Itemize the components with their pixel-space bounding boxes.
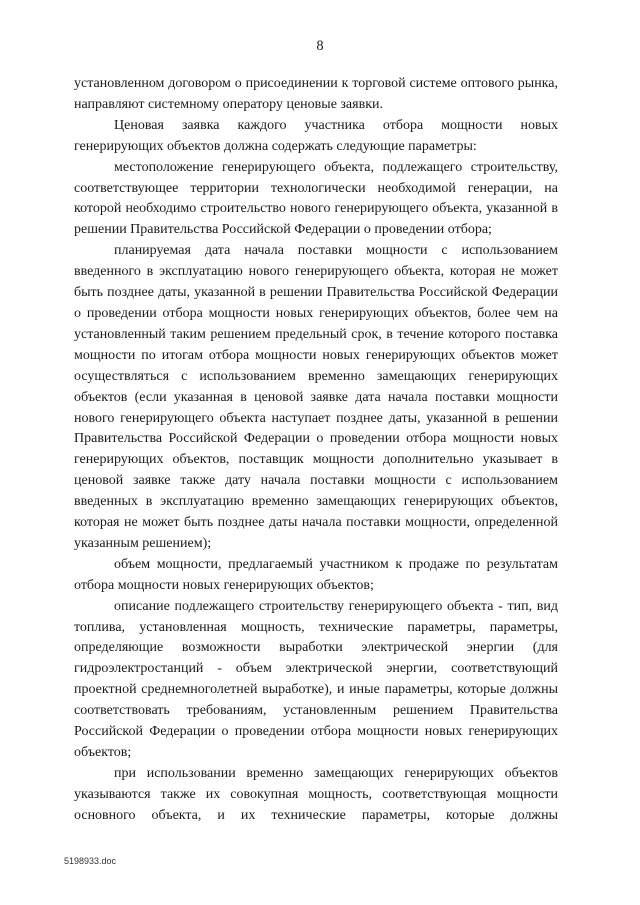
footer-file-name: 5198933.doc <box>64 856 117 866</box>
page-number: 8 <box>316 38 324 54</box>
document-body <box>74 74 558 827</box>
paragraph-object-description: описание подлежащего строительству генерирующего объекта - тип, вид топлива, установленная мощность, технические параметры, параметры, определяющие возможности выработки электрической энергии (для гидроэлектростанций - объем электрической энергии, соответствующий проектной среднемноголетней выработке), и иные параметры, которые должны соответствовать требованиям, установленным решением Правительства Российской Федерации о проведении отбора мощности новых генерирующих объектов; <box>74 598 558 760</box>
paragraph-bid-requirements: Ценовая заявка каждого участника отбора мощности новых генерирующих объектов должна содержать следующие параметры: <box>74 117 558 154</box>
paragraph-temporary-objects: при использовании временно замещающих генерирующих объектов указываются также их совокупная мощность, соответствующая мощности основного объекта, и их технические параметры, которые должны <box>74 765 558 823</box>
paragraph-location: местоположение генерирующего объекта, подлежащего строительству, соответствующее территории технологически необходимой генерации, на которой необходимо строительство нового генерирующего объекта, указанной в решении Правительства Российской Федерации о проведении отбора; <box>74 159 558 238</box>
paragraph-capacity-volume: объем мощности, предлагаемый участником к продаже по результатам отбора мощности новых генерирующих объектов; <box>74 556 558 593</box>
paragraph-continuation: установленном договором о присоединении к торговой системе оптового рынка, направляют системному оператору ценовые заявки. <box>74 76 558 112</box>
paragraph-planned-date: планируемая дата начала поставки мощности с использованием введенного в эксплуатацию нового генерирующего объекта, которая не может быть позднее даты, указанной в решении Правительства Российской Федерации о проведении отбора мощности новых генерирующих объектов, более чем на установленный таким решением предельный срок, в течение которого поставка мощности по итогам отбора мощности новых генерирующих объектов может осуществляться с использованием временно замещающих генерирующих объектов (если указанная в ценовой заявке дата начала поставки мощности нового генерирующего объекта наступает позднее даты, указанной в решении Правительства Российской Федерации о проведении отбора мощности новых генерирующих объектов, поставщик мощности дополнительно указывает в ценовой заявке также дату начала поставки мощности с использованием введенных в эксплуатацию временно замещающих генерирующих объектов, которая не может быть позднее даты начала поставки мощности, определенной указанным решением); <box>74 243 558 551</box>
